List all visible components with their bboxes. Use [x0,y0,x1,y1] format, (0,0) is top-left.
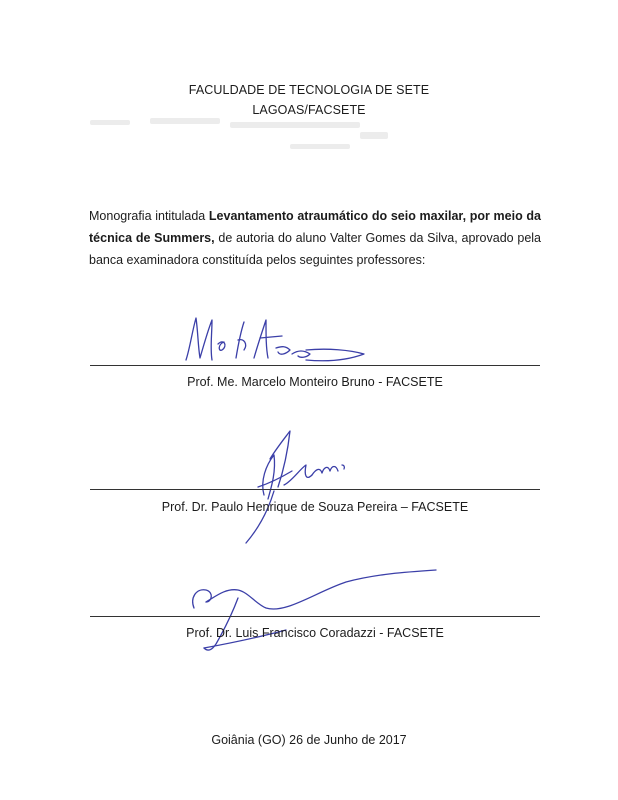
show-through-marks [90,118,410,158]
institution-header [0,80,618,120]
examiner-1-signature-line [90,365,540,366]
examiner-3-name: Prof. Dr. Luis Francisco Coradazzi - FACSETE [186,626,444,640]
monograph-title: Levantamento atraumático do seio maxilar, por meio da técnica de Summers, [89,209,541,245]
examiner-3-signature-line [90,616,540,617]
examiner-3-handwritten-signature [186,568,446,658]
examiner-2-name: Prof. Dr. Paulo Henrique de Souza Pereira – FACSETE [161,500,469,514]
examiner-3-signature-block [90,568,540,658]
examiner-2-signature-line [90,489,540,490]
examiner-1-signature-block [90,310,540,400]
approval-suffix: de autoria do aluno Valter Gomes da Silva, aprovado pela banca examinadora constituída pelos seguintes professores: [89,231,541,267]
approval-statement [89,205,541,271]
examiner-1-name: Prof. Me. Marcelo Monteiro Bruno - FACSETE [187,375,443,389]
examiner-2-signature-block [90,425,540,525]
institution-name-line1: FACULDADE DE TECNOLOGIA DE SETE [188,83,430,97]
institution-name-line2: LAGOAS/FACSETE [252,103,366,117]
examiner-1-handwritten-signature [178,310,368,370]
examiner-2-handwritten-signature [230,425,360,555]
place-and-date: Goiânia (GO) 26 de Junho de 2017 [211,733,407,747]
approval-prefix: Monografia intitulada [89,209,209,223]
